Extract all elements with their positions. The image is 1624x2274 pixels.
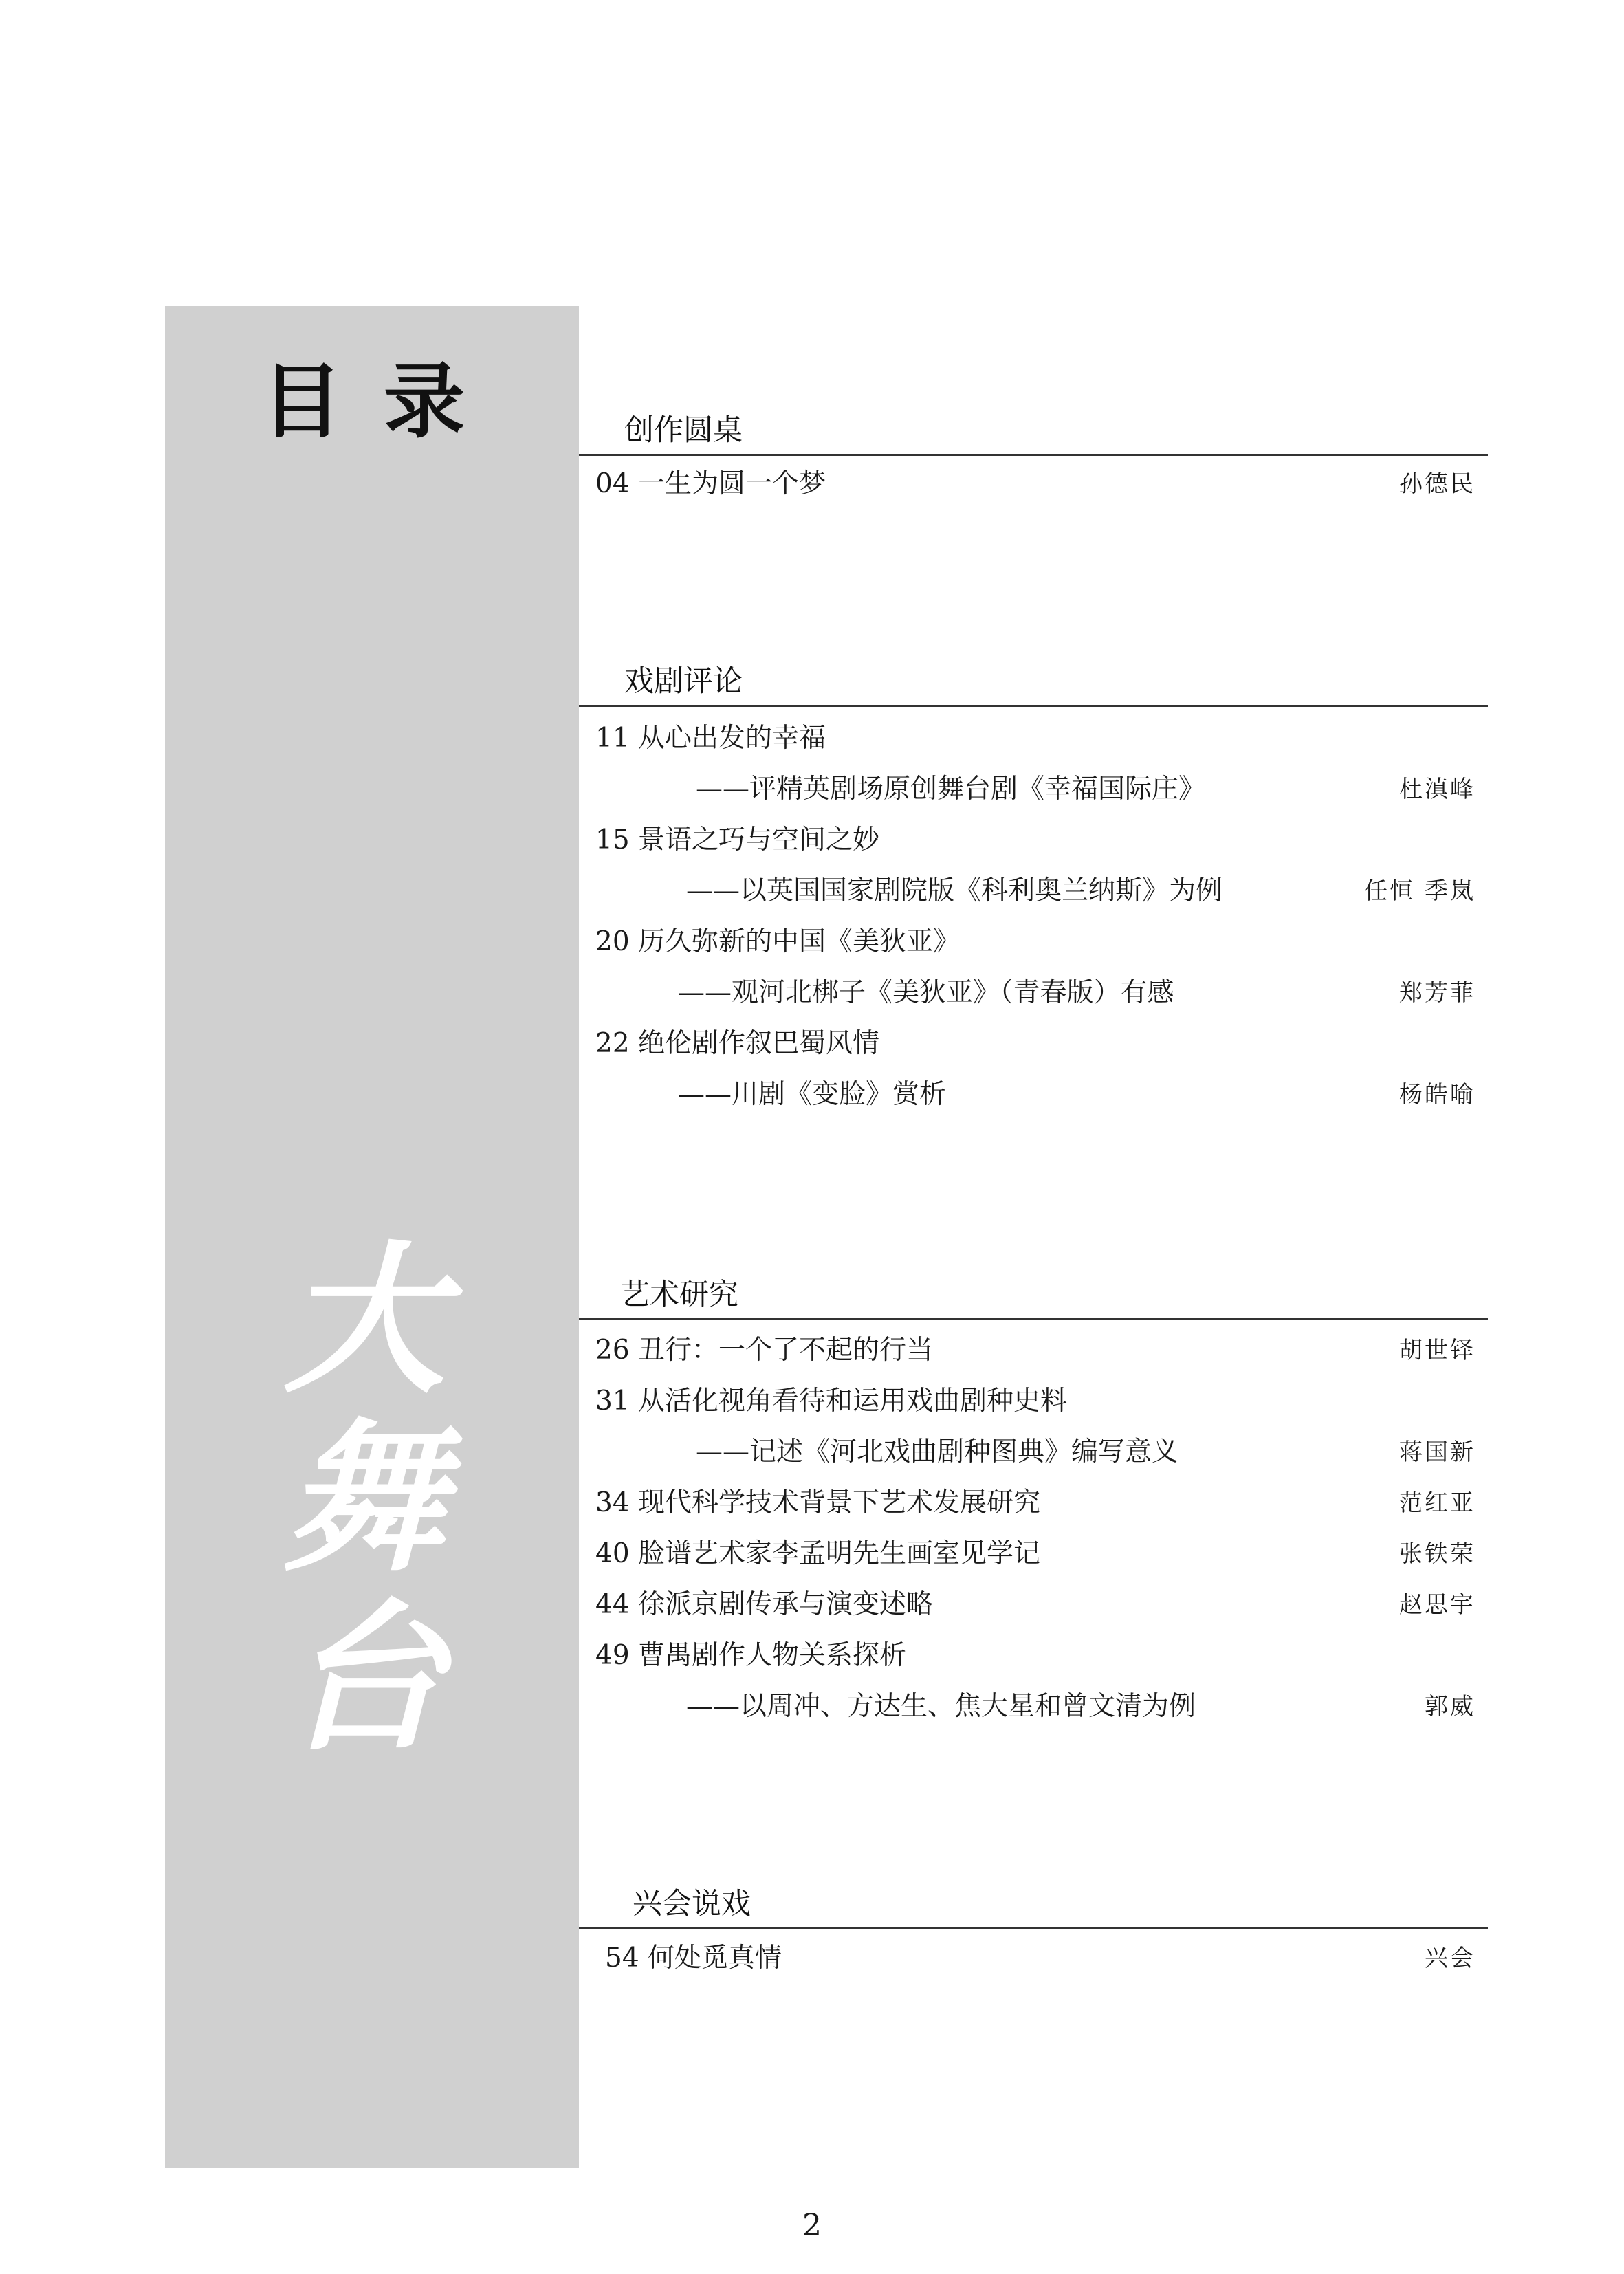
toc-entry[interactable] [595, 719, 1475, 758]
entry-author: 兴会 [1425, 1945, 1475, 1972]
masthead-char-3: 台 [283, 1583, 446, 1773]
entry-author: 蒋国新 [1399, 1439, 1475, 1466]
entry-title: 31 从活化视角看待和运用戏曲剧种史料 [595, 1386, 1068, 1417]
toc-entry[interactable] [595, 465, 1475, 503]
entry-title: 44 徐派京剧传承与演变述略 [595, 1589, 934, 1620]
entry-title: 54 何处觅真情 [605, 1943, 782, 1974]
toc-entry[interactable] [595, 1025, 1475, 1063]
toc-entry-subtitle[interactable] [595, 770, 1475, 809]
entry-author: 杨皓喻 [1399, 1081, 1475, 1108]
entry-author: 范红亚 [1399, 1489, 1475, 1517]
toc-entry[interactable] [605, 1939, 1475, 1978]
toc-entry-subtitle[interactable] [595, 872, 1475, 910]
entry-subtitle: ——以周冲、方达生、焦大星和曾文清为例 [686, 1691, 1196, 1722]
masthead-char-2: 舞 [283, 1404, 446, 1594]
toc-entry[interactable] [595, 821, 1475, 860]
toc-entry[interactable] [595, 1535, 1475, 1573]
section-heading: 兴会说戏 [579, 1890, 1488, 1929]
entry-title: 04 一生为圆一个梦 [595, 468, 826, 499]
toc-entry[interactable] [595, 923, 1475, 961]
section-heading: 创作圆桌 [579, 416, 1488, 456]
toc-entry-subtitle[interactable] [595, 1687, 1475, 1726]
toc-entry[interactable] [595, 1586, 1475, 1624]
entry-author: 任恒 季岚 [1364, 877, 1475, 905]
entry-title: 11 从心出发的幸福 [595, 723, 826, 754]
toc-title: 目录 [261, 354, 507, 449]
entry-title: 49 曹禺剧作人物关系探析 [595, 1640, 907, 1671]
entry-title: 20 历久弥新的中国《美狄亚》 [595, 926, 961, 957]
masthead-logo [261, 1225, 468, 1773]
toc-entry[interactable] [595, 1382, 1475, 1421]
entry-title: 40 脸谱艺术家李孟明先生画室见学记 [595, 1538, 1041, 1569]
entry-author: 张铁荣 [1399, 1540, 1475, 1568]
entry-author: 赵思宇 [1399, 1591, 1475, 1619]
entry-author: 胡世铎 [1399, 1337, 1475, 1364]
entry-author: 杜滇峰 [1399, 776, 1475, 803]
toc-entry-subtitle[interactable] [595, 1075, 1475, 1114]
entry-title: 15 景语之巧与空间之妙 [595, 824, 880, 855]
entry-subtitle: ——以英国国家剧院版《科利奥兰纳斯》为例 [686, 875, 1223, 906]
toc-entry[interactable] [595, 1331, 1475, 1370]
entry-subtitle: ——川剧《变脸》赏析 [678, 1079, 947, 1110]
entry-title: 22 绝伦剧作叙巴蜀风情 [595, 1028, 880, 1059]
toc-entry[interactable] [595, 1484, 1475, 1522]
entry-author: 郭威 [1425, 1693, 1475, 1720]
entry-author: 孙德民 [1399, 470, 1475, 498]
entry-title: 26 丑行：一个了不起的行当 [595, 1335, 934, 1366]
entry-subtitle: ——观河北梆子《美狄亚》（青春版）有感 [678, 977, 1174, 1008]
toc-entry[interactable] [595, 1637, 1475, 1675]
entry-subtitle: ——评精英剧场原创舞台剧《幸福国际庄》 [696, 774, 1206, 805]
section-heading: 戏剧评论 [579, 667, 1488, 707]
entry-title: 34 现代科学技术背景下艺术发展研究 [595, 1487, 1041, 1518]
page-number: 2 [802, 2208, 822, 2243]
section-heading: 艺术研究 [579, 1280, 1488, 1320]
masthead-char-1: 大 [283, 1225, 446, 1415]
toc-entry-subtitle[interactable] [595, 974, 1475, 1012]
entry-author: 郑芳菲 [1399, 979, 1475, 1007]
toc-entry-subtitle[interactable] [595, 1433, 1475, 1472]
entry-subtitle: ——记述《河北戏曲剧种图典》编写意义 [696, 1436, 1179, 1467]
